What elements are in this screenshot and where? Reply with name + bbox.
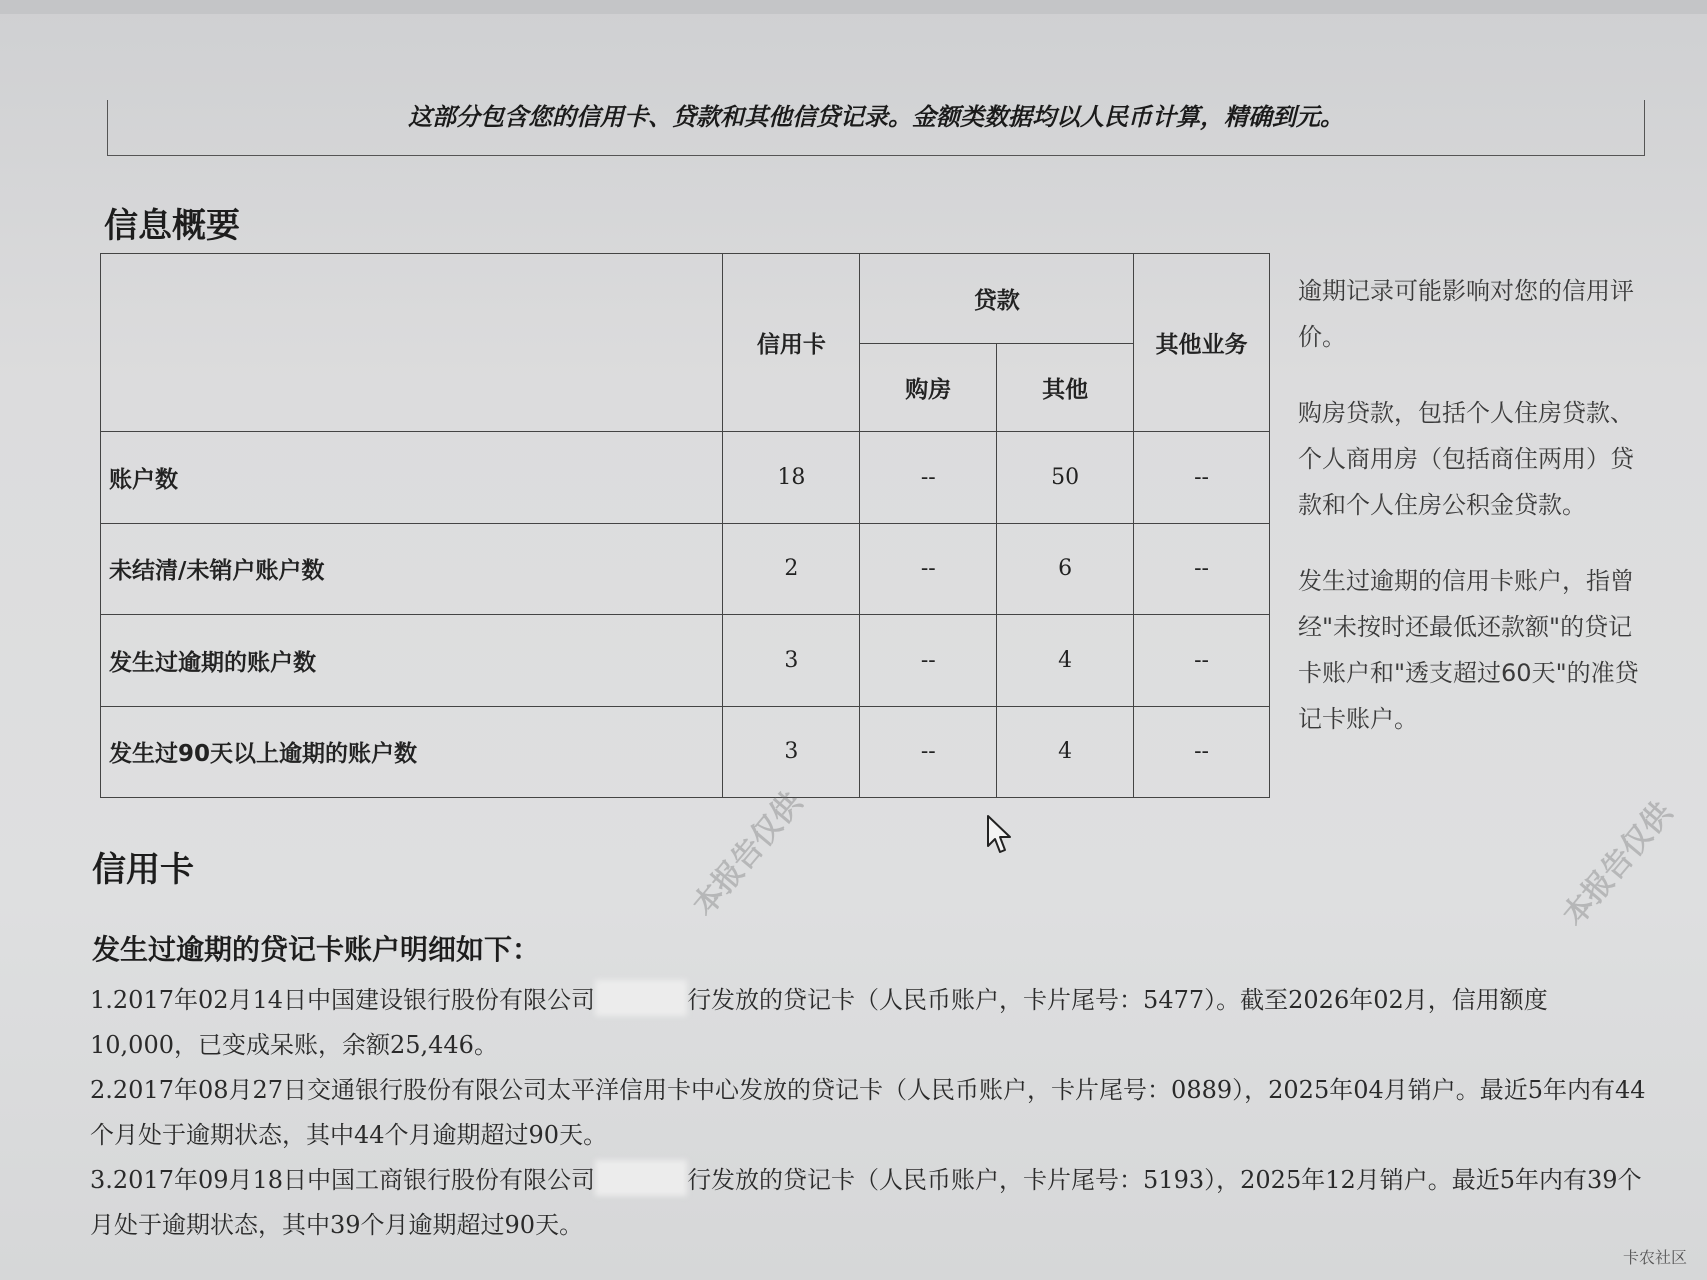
col-loan: 贷款 <box>860 254 1134 344</box>
details-title: 发生过逾期的贷记卡账户明细如下： <box>92 933 541 966</box>
cell-card: 3 <box>723 615 860 707</box>
cell-other: 4 <box>997 706 1134 798</box>
detail-item: 2.2017年08月27日交通银行股份有限公司太平洋信用卡中心发放的贷记卡（人民币账户，卡片尾号：0889），2025年04月销户。最近5年内有44个月处于逾期状态，其中44个月逾期超过90天。 <box>90 1076 1646 1149</box>
detail-text: 行发放的贷记卡（人民币账户，卡片尾号：5477）。截至2026年02月，信用额度10,000，已变成呆账，余额25,446。 <box>90 986 1548 1059</box>
detail-text: 3.2017年09月18日中国工商银行股份有限公司 <box>90 1166 596 1194</box>
redaction-blur <box>595 1160 687 1196</box>
col-other-business: 其他业务 <box>1134 254 1270 432</box>
table-row <box>101 523 1270 615</box>
table-row <box>101 706 1270 798</box>
cell-house: -- <box>860 432 997 524</box>
summary-table <box>100 253 1270 798</box>
cell-other: 4 <box>997 615 1134 707</box>
row-label: 发生过逾期的账户数 <box>101 615 723 707</box>
side-note: 购房贷款，包括个人住房贷款、个人商用房（包括商住两用）贷款和个人住房公积金贷款。 <box>1298 399 1634 519</box>
side-note: 发生过逾期的信用卡账户，指曾经"未按时还最低还款额"的贷记卡账户和"透支超过60天"的准贷记卡账户。 <box>1298 567 1639 733</box>
side-notes <box>1298 268 1648 772</box>
overdue-details <box>90 978 1650 1248</box>
cell-biz: -- <box>1134 615 1270 707</box>
col-loan-house: 购房 <box>860 344 997 432</box>
side-note: 逾期记录可能影响对您的信用评价。 <box>1298 277 1634 351</box>
mouse-cursor-icon <box>986 814 1016 856</box>
section-notice: 这部分包含您的信用卡、贷款和其他信贷记录。金额类数据均以人民币计算，精确到元。 <box>107 100 1645 156</box>
cell-biz: -- <box>1134 523 1270 615</box>
row-label: 未结清/未销户账户数 <box>101 523 723 615</box>
col-credit-card: 信用卡 <box>723 254 860 432</box>
cell-biz: -- <box>1134 706 1270 798</box>
credit-card-title: 信用卡 <box>92 850 194 890</box>
cell-biz: -- <box>1134 432 1270 524</box>
detail-item <box>90 978 1650 1068</box>
cell-card: 2 <box>723 523 860 615</box>
table-row <box>101 615 1270 707</box>
redaction-blur <box>595 980 687 1016</box>
col-loan-other: 其他 <box>997 344 1134 432</box>
cell-card: 3 <box>723 706 860 798</box>
cell-house: -- <box>860 615 997 707</box>
cell-other: 6 <box>997 523 1134 615</box>
watermark: 本报告仅供 <box>686 785 810 923</box>
detail-text: 1.2017年02月14日中国建设银行股份有限公司 <box>90 986 596 1014</box>
cell-other: 50 <box>997 432 1134 524</box>
cell-house: -- <box>860 706 997 798</box>
cell-house: -- <box>860 523 997 615</box>
detail-text: 行发放的贷记卡（人民币账户，卡片尾号：5193），2025年12月销户。最近5年内有39个月处于逾期状态，其中39个月逾期超过90天。 <box>90 1166 1642 1239</box>
top-edge <box>0 0 1707 14</box>
detail-item <box>90 1158 1650 1248</box>
watermark: 本报告仅供 <box>1556 795 1680 933</box>
cell-card: 18 <box>723 432 860 524</box>
table-row <box>101 432 1270 524</box>
row-label: 账户数 <box>101 432 723 524</box>
source-watermark: 卡农社区 <box>1622 1248 1687 1267</box>
row-label: 发生过90天以上逾期的账户数 <box>101 706 723 798</box>
summary-title: 信息概要 <box>104 206 240 246</box>
table-corner <box>101 254 723 432</box>
